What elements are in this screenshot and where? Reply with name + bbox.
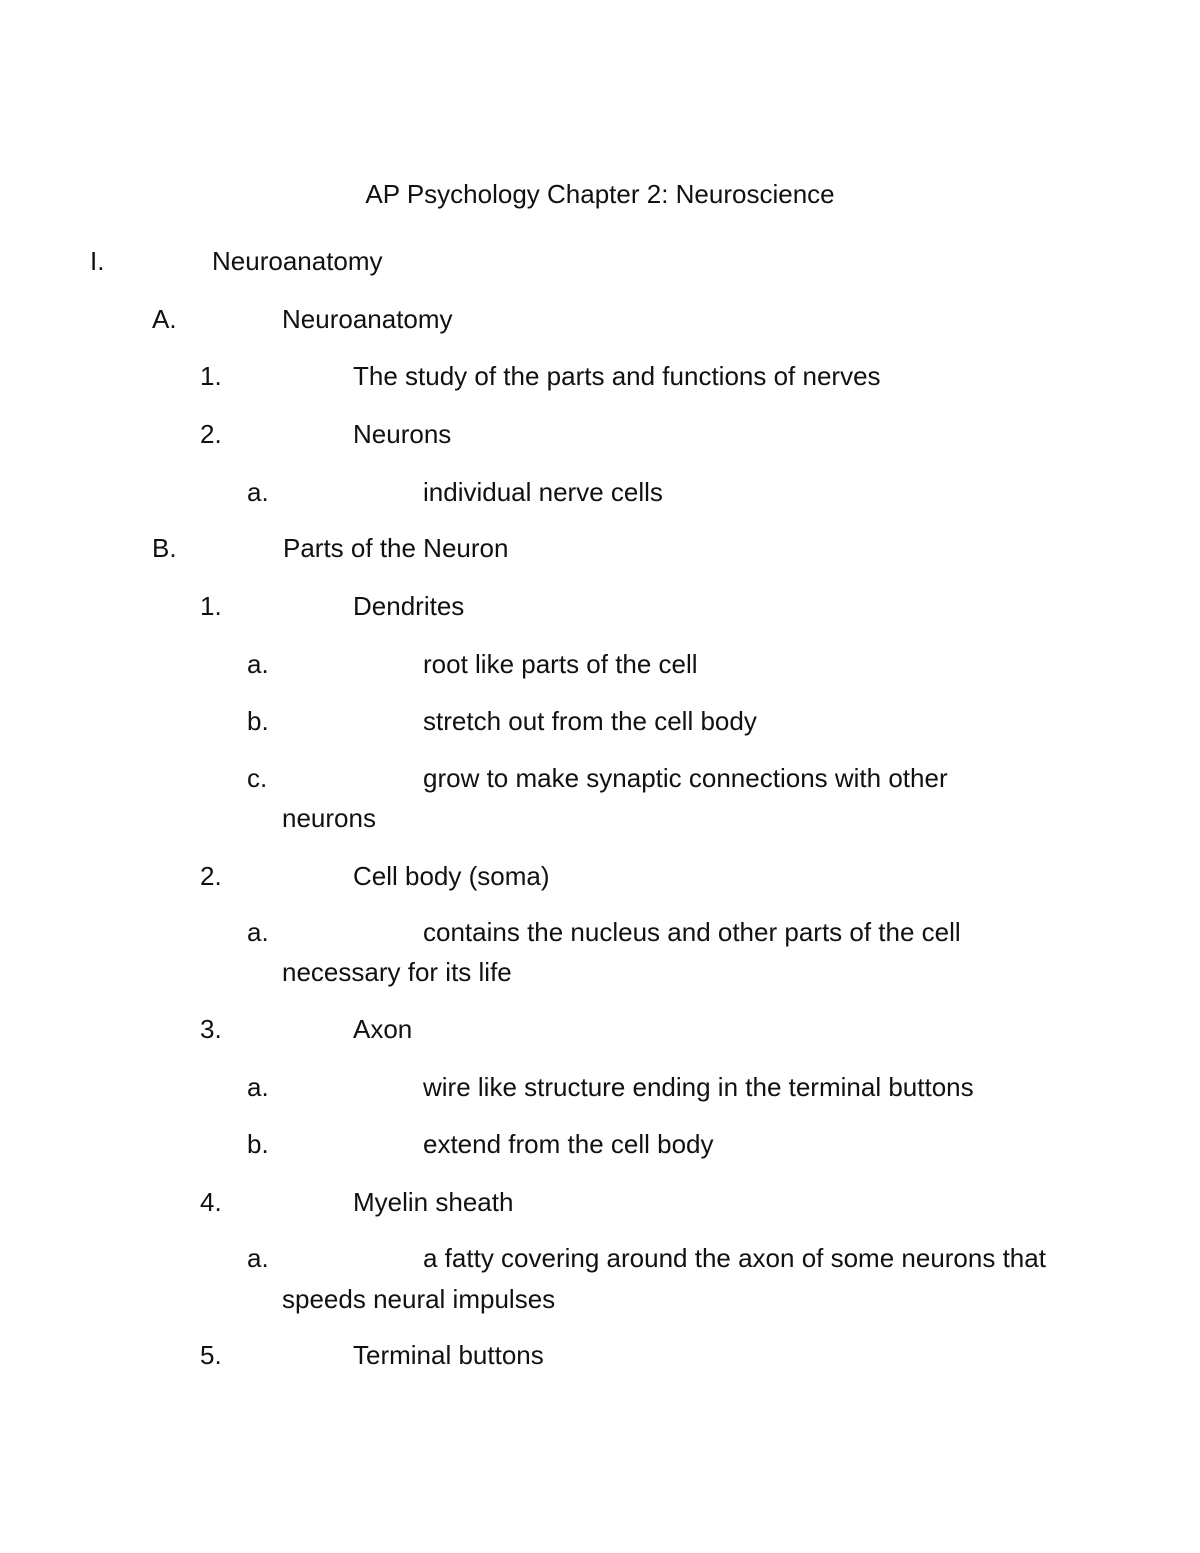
outline-text-continuation: neurons xyxy=(282,803,376,833)
outline-marker: A. xyxy=(152,304,177,334)
outline-marker: 4. xyxy=(200,1187,222,1217)
outline-text: contains the nucleus and other parts of the cell xyxy=(423,917,961,947)
outline-text: wire like structure ending in the terminal buttons xyxy=(423,1072,974,1102)
outline-marker: b. xyxy=(247,1129,269,1159)
outline-marker: a. xyxy=(247,1072,269,1102)
outline-marker: c. xyxy=(247,763,268,793)
document-title: AP Psychology Chapter 2: Neuroscience xyxy=(365,179,835,209)
outline-marker: 5. xyxy=(200,1340,222,1370)
outline-marker: a. xyxy=(247,917,269,947)
outline-text: root like parts of the cell xyxy=(423,649,698,679)
outline-marker: 1. xyxy=(200,361,222,391)
outline-text: stretch out from the cell body xyxy=(423,706,757,736)
outline-marker: a. xyxy=(247,649,269,679)
outline-text: Neuroanatomy xyxy=(282,304,453,334)
outline-text: a fatty covering around the axon of some neurons that xyxy=(423,1243,1046,1273)
outline-text-continuation: speeds neural impulses xyxy=(282,1284,556,1314)
outline-marker: I. xyxy=(90,246,105,276)
outline-text: extend from the cell body xyxy=(423,1129,714,1159)
outline-text: Axon xyxy=(353,1014,413,1044)
outline-marker: 3. xyxy=(200,1014,222,1044)
outline-text: Neuroanatomy xyxy=(212,246,383,276)
outline-text-continuation: necessary for its life xyxy=(282,957,512,987)
outline-text: Cell body (soma) xyxy=(353,861,550,891)
outline-marker: 2. xyxy=(200,419,222,449)
outline-marker: 2. xyxy=(200,861,222,891)
outline-text: Myelin sheath xyxy=(353,1187,514,1217)
outline-text: Terminal buttons xyxy=(353,1340,544,1370)
outline-marker: B. xyxy=(152,533,177,563)
outline-marker: a. xyxy=(247,477,269,507)
outline-marker: a. xyxy=(247,1243,269,1273)
outline-text: Neurons xyxy=(353,419,452,449)
outline-text: individual nerve cells xyxy=(423,477,663,507)
outline-text: Dendrites xyxy=(353,591,465,621)
outline-marker: 1. xyxy=(200,591,222,621)
outline-text: grow to make synaptic connections with other xyxy=(423,763,948,793)
outline-marker: b. xyxy=(247,706,269,736)
outline-text: The study of the parts and functions of nerves xyxy=(353,361,881,391)
outline-text: Parts of the Neuron xyxy=(283,533,509,563)
